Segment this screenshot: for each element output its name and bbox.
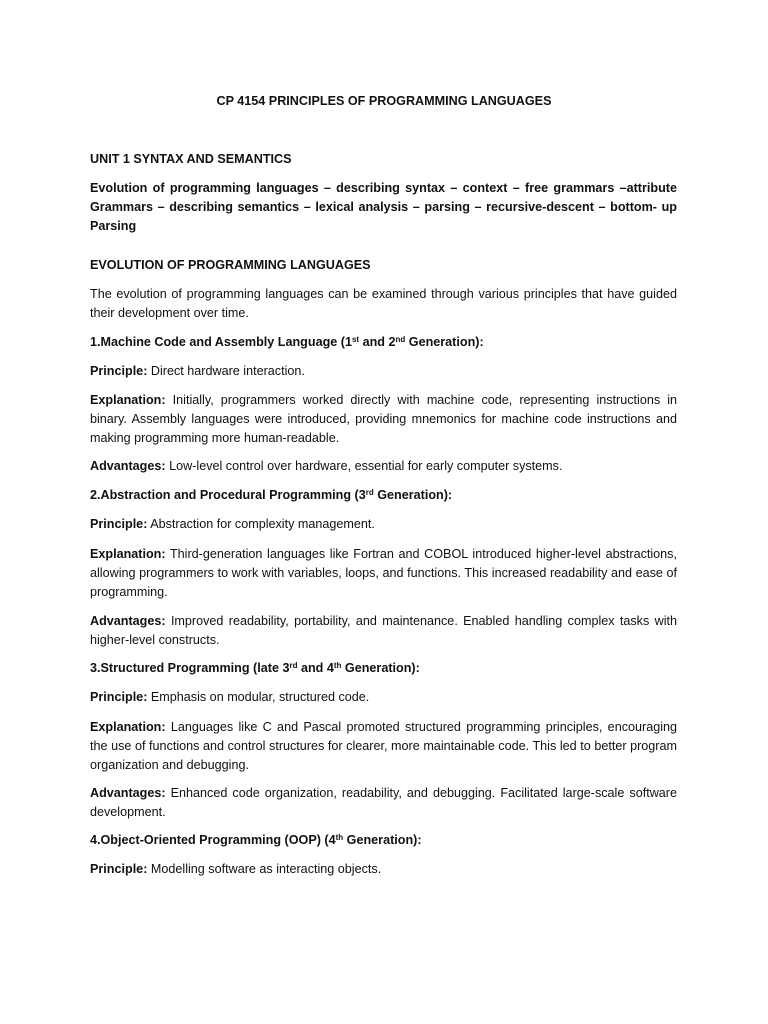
advantages-text: Enhanced code organization, readability, and debugging. Facilitated large-scale software development.: [90, 786, 677, 819]
explanation-text: Third-generation languages like Fortran and COBOL introduced higher-level abstractions, allowing programmers to work with variables, loops, and functions. This increased readability and ease of programming.: [90, 547, 677, 599]
principle-label: Principle:: [90, 517, 148, 531]
section-2-heading-a: 2.Abstraction and Procedural Programming (3: [90, 488, 366, 502]
course-title: CP 4154 PRINCIPLES OF PROGRAMMING LANGUAGES: [216, 94, 552, 108]
advantages-text: Low-level control over hardware, essential for early computer systems.: [169, 459, 563, 473]
explanation-text: Initially, programmers worked directly with machine code, representing instructions in binary. Assembly languages were introduced, providing mnemonics for machine code instructions and making programming more human-readable.: [90, 393, 678, 445]
section-4-heading-b: Generation):: [343, 833, 422, 847]
superscript: st: [351, 335, 360, 344]
section-3-advantages: [90, 784, 677, 822]
explanation-label: Explanation:: [90, 720, 166, 734]
section-3-principle: [90, 688, 677, 707]
unit-topics: Evolution of programming languages – describing syntax – context – free grammars –attribute Grammars – describing semantics – lexical analysis – parsing – recursive-descent – bottom- up Parsing: [90, 181, 677, 233]
section-1-advantages: [90, 457, 677, 476]
section-1-heading-a: 1.Machine Code and Assembly Language (1: [90, 335, 352, 349]
principle-label: Principle:: [90, 364, 148, 378]
section-3-heading-a: 3.Structured Programming (late 3: [90, 661, 290, 675]
principle-text: Modelling software as interacting objects.: [150, 862, 382, 876]
section-4-heading-a: 4.Object-Oriented Programming (OOP) (4: [90, 833, 336, 847]
section-2-advantages: [90, 612, 677, 650]
principle-label: Principle:: [90, 690, 148, 704]
principle-text: Direct hardware interaction.: [150, 364, 305, 378]
superscript: nd: [395, 335, 406, 344]
superscript: th: [335, 833, 344, 842]
section-2-heading-b: Generation):: [373, 488, 453, 502]
section-1-heading: [90, 333, 677, 352]
section-3-heading: [90, 659, 677, 678]
explanation-label: Explanation:: [90, 547, 166, 561]
advantages-label: Advantages:: [90, 459, 166, 473]
section-2-principle: [90, 515, 677, 534]
principle-label: Principle:: [90, 862, 148, 876]
section-1-explanation: [90, 391, 677, 448]
section-3-explanation: [90, 718, 677, 775]
principle-text: Emphasis on modular, structured code.: [150, 690, 370, 704]
section-1-heading-c: Generation):: [405, 335, 484, 349]
superscript: th: [333, 661, 342, 670]
superscript: rd: [365, 488, 374, 497]
explanation-text: Languages like C and Pascal promoted structured programming principles, encouraging the use of functions and control structures for clearer, more maintainable code. This led to better program organization and debugging.: [90, 720, 678, 772]
advantages-label: Advantages:: [90, 786, 166, 800]
section-title: EVOLUTION OF PROGRAMMING LANGUAGES: [90, 258, 371, 272]
superscript: rd: [289, 661, 298, 670]
intro-paragraph: The evolution of programming languages can be examined through various principles that have guided their development over time.: [90, 287, 677, 320]
section-3-heading-c: Generation):: [341, 661, 420, 675]
advantages-label: Advantages:: [90, 614, 166, 628]
section-4-heading: [90, 831, 677, 850]
section-2-heading: [90, 486, 677, 505]
section-4-principle: [90, 860, 677, 879]
principle-text: Abstraction for complexity management.: [150, 517, 375, 531]
explanation-label: Explanation:: [90, 393, 166, 407]
section-3-heading-b: and 4: [297, 661, 334, 675]
section-2-explanation: [90, 545, 677, 602]
advantages-text: Improved readability, portability, and maintenance. Enabled handling complex tasks with higher-level constructs.: [90, 614, 677, 647]
unit-title: UNIT 1 SYNTAX AND SEMANTICS: [90, 152, 292, 166]
section-1-heading-b: and 2: [359, 335, 396, 349]
section-1-principle: [90, 362, 677, 381]
